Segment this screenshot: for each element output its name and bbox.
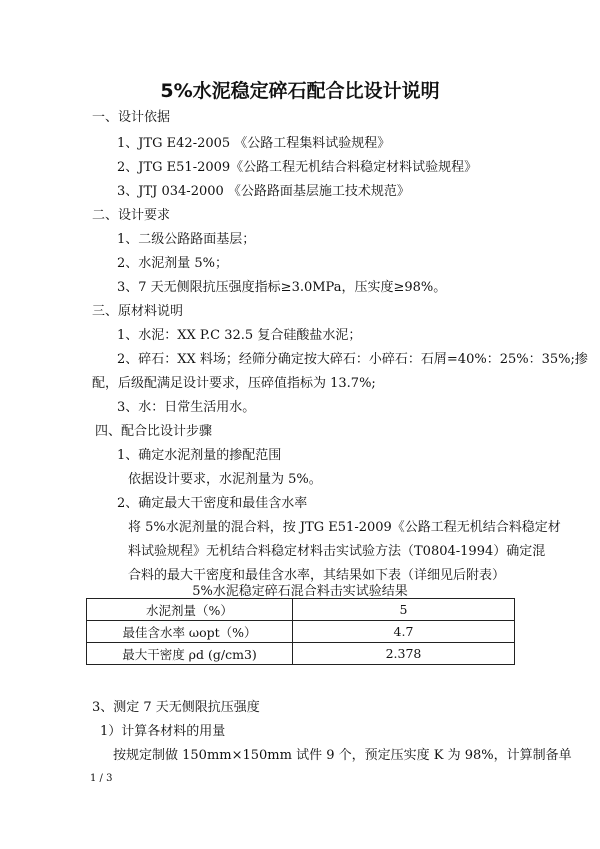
list-item: 2、碎石：XX 料场；经筛分确定按大碎石：小碎石：石屑=40%：25%：35%;掺 [117, 352, 588, 367]
table-cell-label: 水泥剂量（%） [87, 599, 293, 621]
step-heading: 1、确定水泥剂量的掺配范围 [117, 448, 282, 463]
list-item: 2、水泥剂量 5%； [117, 256, 229, 271]
list-item-continuation: 配，后级配满足设计要求，压碎值指标为 13.7%; [92, 376, 376, 391]
table-cell-value: 5 [293, 599, 515, 621]
list-item: 1、二级公路路面基层； [117, 232, 256, 247]
step-heading: 2、确定最大干密度和最佳含水率 [117, 496, 308, 511]
paragraph-line: 料试验规程》无机结合料稳定材料击实试验方法（T0804-1994）确定混 [128, 544, 546, 559]
section-heading: 二、设计要求 [92, 208, 171, 223]
list-item: 2、JTG E51-2009《公路工程无机结合料稳定材料试验规程》 [117, 160, 478, 175]
step-heading: 3、测定 7 天无侧限抗压强度 [92, 700, 260, 715]
paragraph-line: 合料的最大干密度和最佳含水率，其结果如下表（详细见后附表） [128, 568, 506, 583]
list-item: 3、JTJ 034-2000 《公路路面基层施工技术规范》 [117, 184, 410, 199]
list-item: 3、水：日常生活用水。 [117, 400, 256, 415]
section-heading: 三、原材料说明 [92, 304, 184, 319]
paragraph-line: 依据设计要求，水泥剂量为 5%。 [128, 472, 322, 487]
table-cell-label: 最佳含水率 ωopt（%） [87, 621, 293, 643]
table-row [87, 621, 515, 643]
section-heading: 四、配合比设计步骤 [95, 424, 213, 439]
page-number: 1 / 3 [90, 773, 113, 784]
sub-step-heading: 1）计算各材料的用量 [100, 724, 226, 739]
paragraph-line: 将 5%水泥剂量的混合料，按 JTG E51-2009《公路工程无机结合料稳定材 [128, 520, 561, 535]
section-heading: 一、设计依据 [92, 110, 171, 125]
table-cell-label: 最大干密度 ρd (g/cm3) [87, 643, 293, 665]
table-row [87, 643, 515, 665]
table-cell-value: 4.7 [293, 621, 515, 643]
table-row [87, 599, 515, 621]
table-cell-value: 2.378 [293, 643, 515, 665]
page-title: 5%水泥稳定碎石配合比设计说明 [160, 80, 440, 102]
paragraph-line: 按规定制做 150mm×150mm 试件 9 个，预定压实度 K 为 98%，计算制备单 [113, 748, 572, 763]
compaction-results-table [86, 598, 515, 665]
list-item: 1、水泥：XX P.C 32.5 复合硅酸盐水泥； [117, 328, 362, 343]
table-caption: 5%水泥稳定碎石混合料击实试验结果 [192, 584, 408, 599]
list-item: 3、7 天无侧限抗压强度指标≥3.0MPa，压实度≥98%。 [117, 280, 447, 295]
list-item: 1、JTG E42-2005 《公路工程集料试验规程》 [117, 136, 391, 151]
